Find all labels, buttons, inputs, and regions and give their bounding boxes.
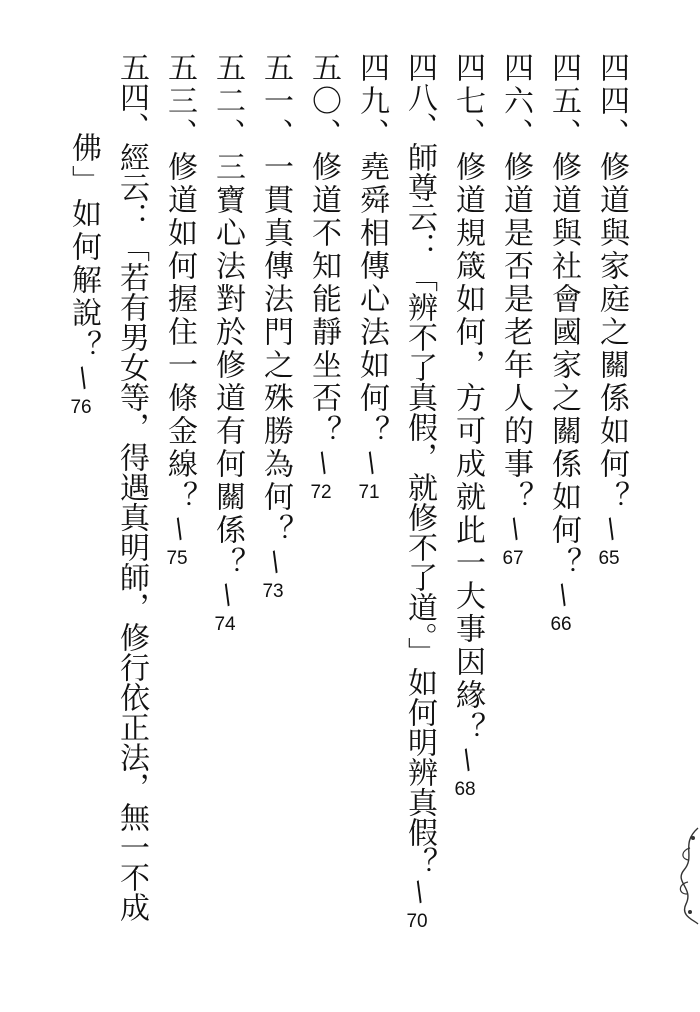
- toc-entry-number: 四九: [354, 52, 389, 118]
- toc-entry-title: 佛」如何解說？: [66, 132, 101, 363]
- toc-entry-title: 、修道與社會國家之關係如何？: [546, 118, 581, 580]
- floral-ornament-icon: [660, 826, 700, 926]
- separator-slash: /: [216, 579, 238, 611]
- toc-entry-number: 四四: [594, 52, 629, 118]
- toc-entry-line: [594, 52, 629, 574]
- toc-entry-title: 、堯舜相傳心法如何？: [354, 118, 389, 448]
- toc-entry-number: 四五: [546, 52, 581, 118]
- toc-entry-number: 五三: [162, 52, 197, 118]
- toc-entry-title: 、一貫真傳法門之殊勝為何？: [258, 118, 293, 547]
- toc-entry-line: [354, 52, 389, 508]
- toc-entry-line: [114, 52, 149, 922]
- toc-entry-title: 、修道不知能靜坐否？: [306, 118, 341, 448]
- separator-slash: /: [72, 362, 94, 394]
- toc-page-number: 76: [70, 397, 92, 418]
- separator-slash: /: [552, 579, 574, 611]
- toc-page-number: 74: [214, 614, 236, 635]
- toc-entry-line: [210, 52, 245, 640]
- toc-page-number: 68: [454, 779, 476, 800]
- toc-entry-line: [498, 52, 533, 574]
- toc-page-number: 75: [166, 548, 188, 569]
- toc-entry-line: [258, 52, 293, 607]
- toc-entry-title: 、修道與家庭之關係如何？: [594, 118, 629, 514]
- toc-entry-number: 五四: [114, 52, 149, 112]
- toc-entry-title: 、經云：「若有男女等，得遇真明師，修行依正法，無一不成: [114, 112, 149, 922]
- toc-entry-line: [66, 132, 101, 423]
- separator-slash: /: [504, 513, 526, 545]
- separator-slash: /: [168, 513, 190, 545]
- toc-entry-number: 五二: [210, 52, 245, 118]
- toc-page-number: 65: [598, 548, 620, 569]
- separator-slash: /: [456, 744, 478, 776]
- toc-page-number: 67: [502, 548, 524, 569]
- toc-entry-line: [546, 52, 581, 640]
- toc-page-number: 71: [358, 482, 380, 503]
- toc-entry-number: 五一: [258, 52, 293, 118]
- separator-slash: /: [408, 876, 430, 908]
- toc-entry-number: 四七: [450, 52, 485, 118]
- toc-entry-line: [162, 52, 197, 574]
- toc-entry-number: 四八: [402, 52, 437, 112]
- toc-page-number: 73: [262, 581, 284, 602]
- toc-entry-number: 四六: [498, 52, 533, 118]
- toc-entry-title: 、修道是否是老年人的事？: [498, 118, 533, 514]
- toc-entry-title: 、修道如何握住一條金線？: [162, 118, 197, 514]
- toc-page-number: 66: [550, 614, 572, 635]
- toc-page-number: 72: [310, 482, 332, 503]
- toc-entry-title: 、師尊云：「辨不了真假，就修不了道。」如何明辨真假？: [402, 112, 437, 877]
- toc-entry-number: 五〇: [306, 52, 341, 118]
- toc-entry-line: [306, 52, 341, 508]
- toc-entry-title: 、修道規箴如何，方可成就此一大事因緣？: [450, 118, 485, 745]
- separator-slash: /: [264, 546, 286, 578]
- separator-slash: /: [312, 447, 334, 479]
- separator-slash: /: [600, 513, 622, 545]
- separator-slash: /: [360, 447, 382, 479]
- toc-page-number: 70: [406, 911, 428, 932]
- toc-entry-line: [450, 52, 485, 805]
- toc-entry-title: 、三寶心法對於修道有何關係？: [210, 118, 245, 580]
- toc-entry-line: [402, 52, 437, 937]
